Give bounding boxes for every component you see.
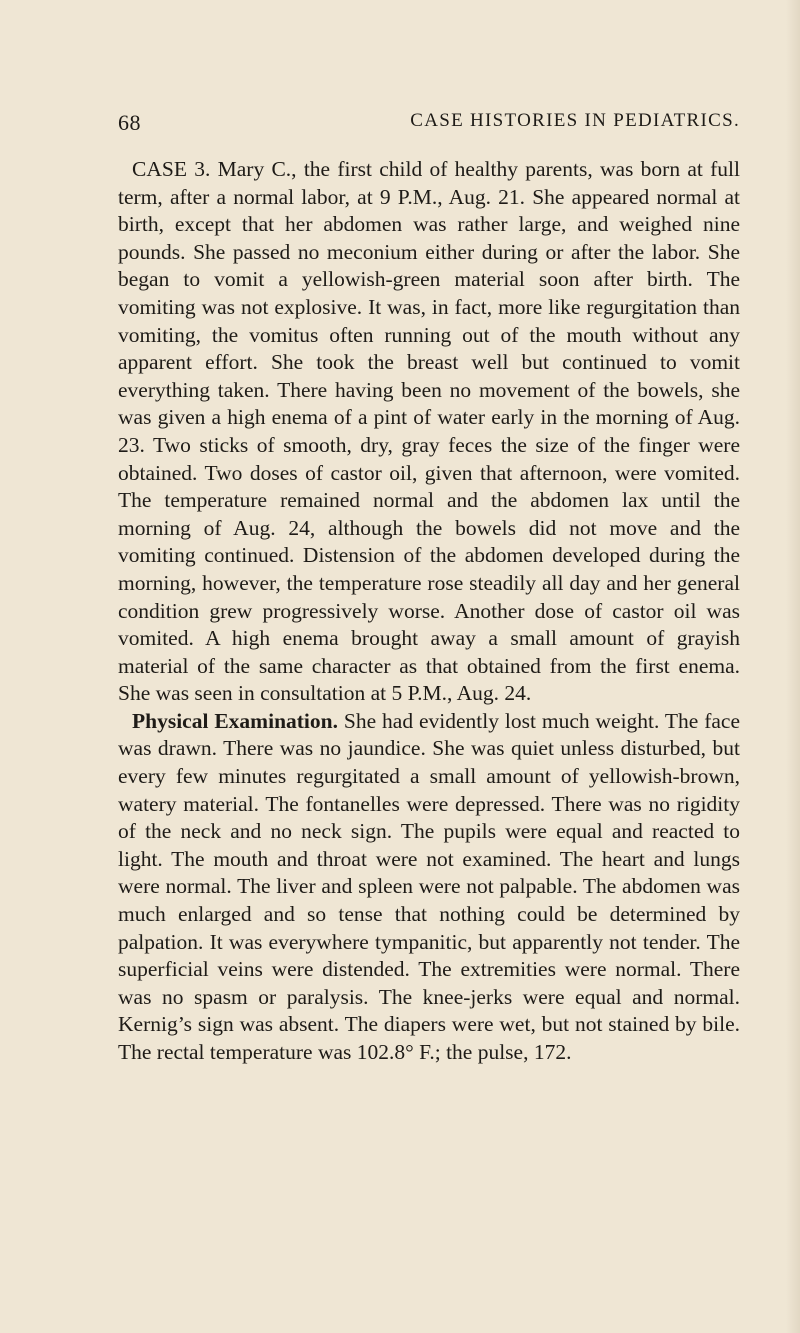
section-heading: Physical Examination. xyxy=(132,708,338,733)
page-edge-shadow xyxy=(786,0,800,1333)
running-title: CASE HISTORIES IN PEDIATRICS. xyxy=(410,110,740,131)
physical-exam-paragraph xyxy=(118,708,740,1067)
case-paragraph xyxy=(118,156,740,708)
page-number: 68 xyxy=(118,110,141,135)
physical-exam-text: She had evidently lost much weight. The face was drawn. There was no jaundice. She was quiet unless disturbed, but every few minutes regurgitated a small amount of yellowish-brown, watery material. The fontanelles were depressed. There was no rigidity of the neck and no neck sign. The pupils were equal and reacted to light. The mouth and throat were not examined. The heart and lungs were normal. The liver and spleen were not palpable. The abdomen was much enlarged and so tense that nothing could be determined by palpation. It was everywhere tympanitic, but apparently not tender. The superficial veins were distended. The extremities were normal. There was no spasm or paralysis. The knee-jerks were equal and normal. Kernig’s sign was absent. The diapers were wet, but not stained by bile. The rectal temperature was 102.8° F.; the pulse, 172. xyxy=(118,708,741,1064)
case-text: CASE 3. Mary C., the first child of healthy parents, was born at full term, after a normal labor, at 9 P.M., Aug. 21. She appeared normal at birth, except that her abdomen was rather large, and weighed nine pounds. She passed no meconium either during or after the labor. She began to vomit a yellowish-green material soon after birth. The vomiting was not explosive. It was, in fact, more like regurgitation than vomiting, the vomitus often running out of the mouth without any apparent effort. She took the breast well but continued to vomit everything taken. There having been no movement of the bowels, she was given a high enema of a pint of water early in the morning of Aug. 23. Two sticks of smooth, dry, gray feces the size of the finger were obtained. Two doses of castor oil, given that afternoon, were vomited. The temperature remained normal and the abdomen lax until the morning of Aug. 24, although the bowels did not move and the vomiting continued. Distension of the abdomen developed during the morning, however, the temperature rose steadily all day and her general condition grew progressively worse. Another dose of castor oil was vomited. A high enema brought away a small amount of grayish material of the same character as that obtained from the first enema. She was seen in consultation at 5 P.M., Aug. 24. xyxy=(118,157,740,706)
body-text xyxy=(118,156,740,1067)
running-head xyxy=(118,110,740,140)
